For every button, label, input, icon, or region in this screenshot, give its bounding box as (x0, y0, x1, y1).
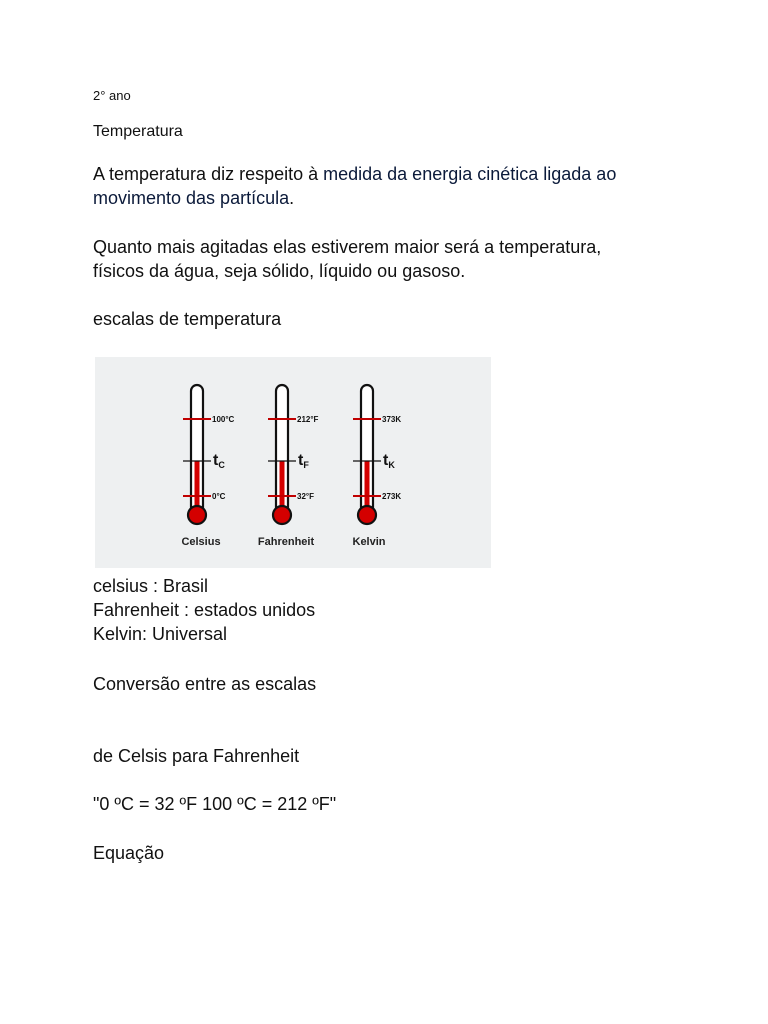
t-sub: F (303, 460, 309, 470)
conversion-title: Conversão entre as escalas (93, 674, 317, 694)
thermometer-celsius (181, 385, 234, 548)
usage-kelvin: Kelvin: Universal (93, 624, 228, 644)
temperature-symbol (298, 452, 309, 470)
bottom-fixed-point-label: 273K (382, 492, 402, 501)
scales-title: escalas de temperatura (93, 309, 282, 329)
top-fixed-point-label: 212°F (297, 415, 319, 424)
t-sub: C (218, 460, 225, 470)
conversion-values: "0 ºC = 32 ºF 100 ºC = 212 ºF" (93, 794, 337, 814)
intro-highlight: medida da energia cinética ligada ao (323, 164, 617, 184)
scale-name: Kelvin (352, 536, 386, 548)
thermometer-scales-svg (95, 357, 491, 568)
bottom-fixed-point-label: 0°C (212, 492, 226, 501)
intro-line2-end: . (289, 188, 295, 208)
top-fixed-point-label: 373K (382, 415, 402, 424)
grade-label: 2° ano (93, 88, 131, 103)
bottom-fixed-point-label: 32°F (297, 492, 314, 501)
agitation-line-1: Quanto mais agitadas elas estiverem maior será a temperatura, (93, 237, 602, 257)
usage-fahrenheit: Fahrenheit : estados unidos (93, 600, 316, 620)
intro-prefix: A temperatura diz respeito à (93, 164, 324, 184)
t-main: t (383, 452, 389, 469)
equation-title: Equação (93, 843, 165, 863)
temperature-symbol (383, 452, 395, 470)
top-fixed-point-label: 100°C (212, 415, 235, 424)
thermometer-kelvin (352, 385, 401, 548)
thermometer-scales-figure (95, 357, 491, 568)
conversion-subtitle: de Celsis para Fahrenheit (93, 746, 300, 766)
usage-celsius: celsius : Brasil (93, 576, 209, 596)
intro-line2: movimento das partícula (93, 188, 290, 208)
scale-name: Fahrenheit (257, 536, 315, 548)
agitation-paragraph (93, 235, 601, 283)
thermometer-bulb (273, 506, 291, 524)
heading-temperatura: Temperatura (93, 123, 183, 140)
t-main: t (298, 452, 304, 469)
t-sub: K (388, 460, 395, 470)
thermometer-bulb (188, 506, 206, 524)
intro-paragraph (93, 162, 616, 210)
thermometer-bulb (358, 506, 376, 524)
temperature-symbol (213, 452, 225, 470)
scale-usage-list (93, 574, 315, 646)
t-main: t (213, 452, 219, 469)
agitation-line-2: físicos da água, seja sólido, líquido ou gasoso. (93, 261, 466, 281)
thermometer-fahrenheit (258, 385, 319, 548)
scale-name: Celsius (181, 536, 221, 548)
